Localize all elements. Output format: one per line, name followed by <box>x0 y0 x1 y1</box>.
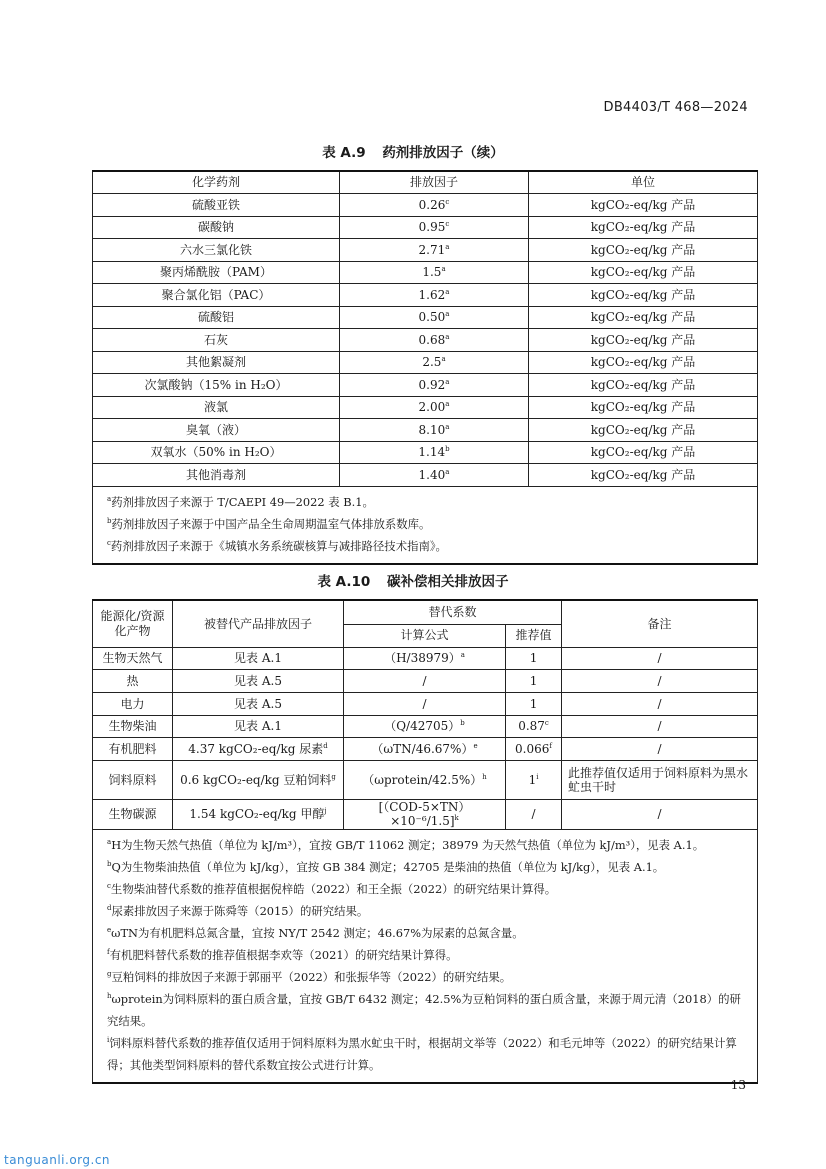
chemical-name: 其他消毒剂 <box>93 464 340 487</box>
emission-factor: 0.68$^a$ <box>340 329 529 352</box>
product: 饲料原料 <box>93 760 173 799</box>
unit: kgCO₂-eq/kg 产品 <box>529 396 758 419</box>
table-a10-note: $^g$豆粕饲料的排放因子来源于郭丽平（2022）和张振华等（2022）的研究结果。 <box>107 969 512 984</box>
table-row <box>93 261 758 284</box>
recommended-value: 0.066$^f$ <box>506 738 562 761</box>
remark: / <box>562 647 758 670</box>
table-row <box>93 670 758 693</box>
table-row <box>93 351 758 374</box>
chemical-name: 聚合氯化铝（PAC） <box>93 284 340 307</box>
emission-factor: 0.92$^a$ <box>340 374 529 397</box>
unit: kgCO₂-eq/kg 产品 <box>529 261 758 284</box>
replaced-product-factor: 见表 A.1 <box>173 647 344 670</box>
table-a9-caption <box>0 141 826 161</box>
formula: $(H/38979)^a$ <box>344 647 506 670</box>
product: 有机肥料 <box>93 738 173 761</box>
table-a10-caption <box>0 570 826 590</box>
emission-factor: 0.50$^a$ <box>340 306 529 329</box>
page-number: 13 <box>730 1078 746 1092</box>
formula: （ωprotein/42.5%）$^h$ <box>344 760 506 799</box>
unit: kgCO₂-eq/kg 产品 <box>529 306 758 329</box>
remark: 此推荐值仅适用于饲料原料为黑水虻虫干时 <box>562 760 758 799</box>
emission-factor: 2.5$^a$ <box>340 351 529 374</box>
product: 生物天然气 <box>93 647 173 670</box>
table-a9-title: 药剂排放因子（续） <box>382 145 504 161</box>
table-a10-note: $^b$Q为生物柴油热值（单位为 kJ/kg），宜按 GB 384 测定；42705 是柴油的热值（单位为 kJ/kg），见表 A.1。 <box>107 859 665 874</box>
table-a9-note: $^a$药剂排放因子来源于 T/CAEPI 49—2022 表 B.1。 <box>107 494 374 509</box>
col-formula: 计算公式 <box>344 624 506 647</box>
table-row <box>93 715 758 738</box>
table-a10-number: 表 A.10 <box>317 574 371 590</box>
table-a9 <box>92 170 758 565</box>
table-row <box>93 441 758 464</box>
remark: / <box>562 715 758 738</box>
table-a10-note: $^i$饲料原料替代系数的推荐值仅适用于饲料原料为黑水虻虫干时，根据胡文举等（2022）和毛元坤等（2022）的研究结果计算得；其他类型饲料原料的替代系数宜按公式进行计算。 <box>107 1035 737 1072</box>
table-row <box>93 692 758 715</box>
table-a10 <box>92 599 758 1084</box>
chemical-name: 六水三氯化铁 <box>93 239 340 262</box>
table-row <box>93 464 758 487</box>
emission-factor: 1.14$^b$ <box>340 441 529 464</box>
emission-factor: 0.95$^c$ <box>340 216 529 239</box>
replaced-product-factor: 见表 A.1 <box>173 715 344 738</box>
table-row <box>93 419 758 442</box>
formula: / <box>344 692 506 715</box>
recommended-value: 1$^i$ <box>506 760 562 799</box>
remark: / <box>562 799 758 829</box>
table-row <box>93 239 758 262</box>
table-a10-note: $^f$有机肥料替代系数的推荐值根据李欢等（2021）的研究结果计算得。 <box>107 947 458 962</box>
chemical-name: 液氯 <box>93 396 340 419</box>
table-row <box>93 647 758 670</box>
product: 热 <box>93 670 173 693</box>
emission-factor: 8.10$^a$ <box>340 419 529 442</box>
col-factor: 排放因子 <box>340 171 529 194</box>
unit: kgCO₂-eq/kg 产品 <box>529 239 758 262</box>
col-recommended: 推荐值 <box>506 624 562 647</box>
chemical-name: 聚丙烯酰胺（PAM） <box>93 261 340 284</box>
col-remark: 备注 <box>562 600 758 647</box>
table-row <box>93 760 758 799</box>
table-a10-note: $^h$ωprotein为饲料原料的蛋白质含量，宜按 GB/T 6432 测定；42.5%为豆粕饲料的蛋白质含量，来源于周元清（2018）的研究结果。 <box>107 991 741 1028</box>
replaced-product-factor: 见表 A.5 <box>173 692 344 715</box>
standard-code: DB4403/T 468—2024 <box>603 100 748 115</box>
unit: kgCO₂-eq/kg 产品 <box>529 194 758 217</box>
product: 生物柴油 <box>93 715 173 738</box>
formula: $(\omega TN/46.67\%)^e$ <box>344 738 506 761</box>
unit: kgCO₂-eq/kg 产品 <box>529 216 758 239</box>
chemical-name: 碳酸钠 <box>93 216 340 239</box>
chemical-name: 双氧水（50% in H₂O） <box>93 441 340 464</box>
unit: kgCO₂-eq/kg 产品 <box>529 374 758 397</box>
recommended-value: 0.87$^c$ <box>506 715 562 738</box>
col-group-substitution: 替代系数 <box>344 600 562 624</box>
table-row <box>93 284 758 307</box>
table-row <box>93 374 758 397</box>
emission-factor: 2.71$^a$ <box>340 239 529 262</box>
replaced-product-factor: 0.6 kgCO₂-eq/kg 豆粕饲料$^g$ <box>173 760 344 799</box>
replaced-product-factor: 4.37 kgCO₂-eq/kg 尿素$^d$ <box>173 738 344 761</box>
unit: kgCO₂-eq/kg 产品 <box>529 464 758 487</box>
product: 电力 <box>93 692 173 715</box>
table-a10-note: $^d$尿素排放因子来源于陈舜等（2015）的研究结果。 <box>107 903 369 918</box>
emission-factor: 1.62$^a$ <box>340 284 529 307</box>
unit: kgCO₂-eq/kg 产品 <box>529 441 758 464</box>
recommended-value: 1 <box>506 647 562 670</box>
remark: / <box>562 692 758 715</box>
table-a9-note: $^c$药剂排放因子来源于《城镇水务系统碳核算与减排路径技术指南》。 <box>107 538 447 553</box>
table-row <box>93 396 758 419</box>
formula: $(Q/42705)^b$ <box>344 715 506 738</box>
table-a10-note: $^a$H为生物天然气热值（单位为 kJ/m³），宜按 GB/T 11062 测定；38979 为天然气热值（单位为 kJ/m³），见表 A.1。 <box>107 837 705 852</box>
emission-factor: 1.5$^a$ <box>340 261 529 284</box>
remark: / <box>562 738 758 761</box>
replaced-product-factor: 1.54 kgCO₂-eq/kg 甲醇$^j$ <box>173 799 344 829</box>
chemical-name: 臭氧（液） <box>93 419 340 442</box>
table-row <box>93 738 758 761</box>
table-row <box>93 329 758 352</box>
table-a10-notes <box>93 829 758 1083</box>
recommended-value: 1 <box>506 670 562 693</box>
table-a10-note: $^c$生物柴油替代系数的推荐值根据倪梓皓（2022）和王全振（2022）的研究结果计算得。 <box>107 881 557 896</box>
chemical-name: 石灰 <box>93 329 340 352</box>
emission-factor: 0.26$^c$ <box>340 194 529 217</box>
emission-factor: 1.40$^a$ <box>340 464 529 487</box>
table-row <box>93 194 758 217</box>
table-row <box>93 306 758 329</box>
col-unit: 单位 <box>529 171 758 194</box>
col-replaced-factor: 被替代产品排放因子 <box>173 600 344 647</box>
chemical-name: 硫酸亚铁 <box>93 194 340 217</box>
remark: / <box>562 670 758 693</box>
recommended-value: / <box>506 799 562 829</box>
table-a10-note: $^e$ωTN为有机肥料总氮含量，宜按 NY/T 2542 测定；46.67%为尿素的总氮含量。 <box>107 925 524 940</box>
col-chemical: 化学药剂 <box>93 171 340 194</box>
replaced-product-factor: 见表 A.5 <box>173 670 344 693</box>
table-a10-title: 碳补偿相关排放因子 <box>387 574 509 590</box>
unit: kgCO₂-eq/kg 产品 <box>529 351 758 374</box>
col-product: 能源化/资源化产物 <box>93 600 173 647</box>
table-row <box>93 216 758 239</box>
table-a9-number: 表 A.9 <box>322 145 366 161</box>
watermark: tanguanli.org.cn <box>4 1153 111 1167</box>
product: 生物碳源 <box>93 799 173 829</box>
formula: / <box>344 670 506 693</box>
table-row <box>93 799 758 829</box>
table-a9-notes <box>93 486 758 564</box>
emission-factor: 2.00$^a$ <box>340 396 529 419</box>
unit: kgCO₂-eq/kg 产品 <box>529 329 758 352</box>
formula: $[(COD-5\times TN)\times 10^{-6}/1.5]^k$ <box>344 799 506 829</box>
unit: kgCO₂-eq/kg 产品 <box>529 284 758 307</box>
unit: kgCO₂-eq/kg 产品 <box>529 419 758 442</box>
chemical-name: 硫酸铝 <box>93 306 340 329</box>
table-a9-note: $^b$药剂排放因子来源于中国产品全生命周期温室气体排放系数库。 <box>107 516 431 531</box>
recommended-value: 1 <box>506 692 562 715</box>
chemical-name: 其他絮凝剂 <box>93 351 340 374</box>
chemical-name: 次氯酸钠（15% in H₂O） <box>93 374 340 397</box>
